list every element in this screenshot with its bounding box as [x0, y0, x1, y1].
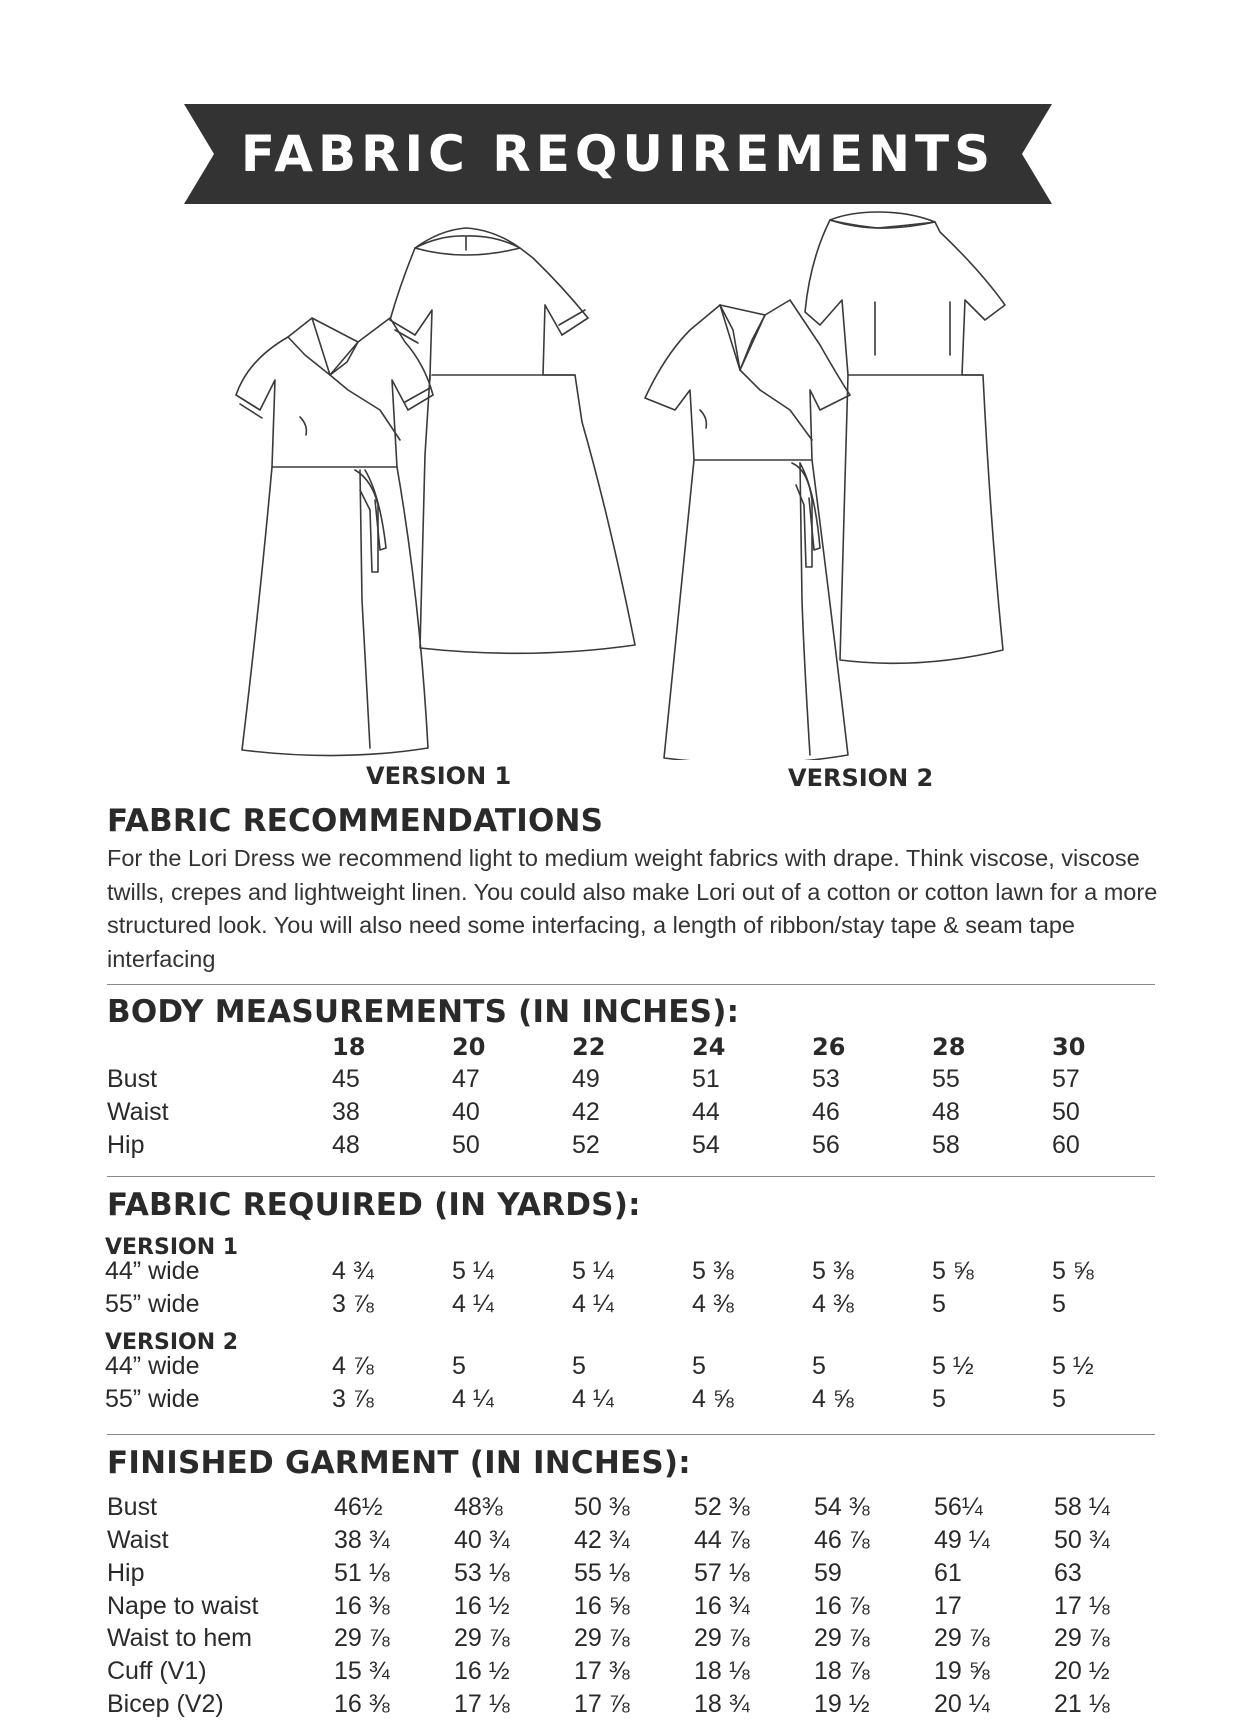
table-cell: 18 ¾: [694, 1690, 750, 1718]
row-label: Waist: [107, 1098, 169, 1126]
table-cell: 51 ⅛: [334, 1559, 390, 1587]
table-cell: 5: [932, 1385, 946, 1413]
table-cell: 63: [1054, 1559, 1082, 1587]
table-cell: 5: [572, 1352, 586, 1380]
finished-row-hip: [107, 1557, 1167, 1589]
dress-illustrations: [0, 200, 1252, 760]
finished-row-bicep: [107, 1688, 1167, 1720]
table-cell: 53 ⅛: [454, 1559, 510, 1587]
table-cell: 29 ⅞: [694, 1624, 750, 1652]
finished-row-cuff: [107, 1655, 1167, 1687]
fabric-recommendations-text: For the Lori Dress we recommend light to medium weight fabrics with drape. Think viscose, viscose twills, crepes and lightweight linen. You could also make Lori out of a cotton or cotton lawn for a more structured look. You will also need some interfacing, a length of ribbon/stay tape & seam tape interfacing: [107, 845, 1158, 972]
table-cell: 29 ⅞: [814, 1624, 870, 1652]
table-cell: 5: [452, 1352, 466, 1380]
table-cell: 3 ⅞: [332, 1290, 374, 1318]
table-cell: 52: [572, 1131, 600, 1159]
fabric-required-heading: FABRIC REQUIRED (IN YARDS):: [107, 1187, 641, 1223]
table-cell: 51: [692, 1065, 720, 1093]
table-cell: 17 ⅞: [574, 1690, 630, 1718]
table-cell: 5: [932, 1290, 946, 1318]
finished-garment-heading: FINISHED GARMENT (IN INCHES):: [107, 1445, 691, 1481]
table-cell: 3 ⅞: [332, 1385, 374, 1413]
table-cell: 48: [932, 1098, 960, 1126]
table-cell: 50 ⅜: [574, 1493, 630, 1521]
table-cell: 4 ⅞: [332, 1352, 374, 1380]
table-cell: 53: [812, 1065, 840, 1093]
row-label: 44” wide: [105, 1352, 200, 1380]
table-cell: 4 ⅝: [692, 1385, 734, 1413]
size-header: 24: [692, 1033, 726, 1061]
table-cell: 57: [1052, 1065, 1080, 1093]
table-cell: 29 ⅞: [454, 1624, 510, 1652]
table-cell: 50 ¾: [1054, 1526, 1110, 1554]
title-banner: [184, 104, 1052, 204]
row-label: Hip: [107, 1131, 145, 1159]
fabric-row-v1-44: [107, 1255, 1167, 1287]
table-cell: 20 ½: [1054, 1657, 1110, 1685]
table-cell: 5: [692, 1352, 706, 1380]
row-label: Waist to hem: [107, 1624, 252, 1652]
table-cell: 16 ½: [454, 1657, 510, 1685]
table-cell: 38: [332, 1098, 360, 1126]
table-cell: 5 ¼: [452, 1257, 494, 1285]
finished-row-nape-to-waist: [107, 1590, 1167, 1622]
version-2-subheading: VERSION 2: [105, 1330, 239, 1355]
size-header-row: [107, 1031, 1167, 1063]
size-header: 22: [572, 1033, 606, 1061]
version-1-label: VERSION 1: [366, 762, 512, 790]
row-label: Waist: [107, 1526, 169, 1554]
version-1-back-view-drawing: [390, 228, 635, 653]
table-cell: 5 ⅜: [692, 1257, 734, 1285]
row-label: 55” wide: [105, 1385, 200, 1413]
table-cell: 46: [812, 1098, 840, 1126]
table-cell: 48: [332, 1131, 360, 1159]
body-measurements-heading: BODY MEASUREMENTS (IN INCHES):: [107, 994, 740, 1030]
table-cell: 56¼: [934, 1493, 983, 1521]
table-cell: 16 ¾: [694, 1592, 750, 1620]
table-cell: 60: [1052, 1131, 1080, 1159]
table-cell: 4 ¼: [572, 1290, 614, 1318]
table-cell: 55 ⅛: [574, 1559, 630, 1587]
table-cell: 4 ¼: [452, 1290, 494, 1318]
table-cell: 4 ¼: [572, 1385, 614, 1413]
table-cell: 29 ⅞: [574, 1624, 630, 1652]
table-cell: 47: [452, 1065, 480, 1093]
version-1-front-view-drawing: [236, 318, 433, 756]
table-cell: 44: [692, 1098, 720, 1126]
table-cell: 52 ⅜: [694, 1493, 750, 1521]
row-label: Bust: [107, 1493, 158, 1521]
table-cell: 58 ¼: [1054, 1493, 1110, 1521]
table-cell: 29 ⅞: [934, 1624, 990, 1652]
table-cell: 19 ⅝: [934, 1657, 990, 1685]
table-cell: 4 ⅜: [812, 1290, 854, 1318]
fabric-row-v1-55: [107, 1288, 1167, 1320]
finished-row-bust: [107, 1491, 1167, 1523]
fabric-row-v2-44: [107, 1350, 1167, 1382]
body-row-waist: [107, 1096, 1167, 1128]
row-label: Nape to waist: [107, 1592, 259, 1620]
table-cell: 17 ⅛: [454, 1690, 510, 1718]
table-cell: 4 ⅜: [692, 1290, 734, 1318]
table-cell: 5: [1052, 1290, 1066, 1318]
table-cell: 16 ⅜: [334, 1690, 390, 1718]
table-cell: 17 ⅛: [1054, 1592, 1110, 1620]
table-cell: 18 ⅞: [814, 1657, 870, 1685]
body-row-bust: [107, 1063, 1167, 1095]
table-cell: 20 ¼: [934, 1690, 990, 1718]
table-cell: 45: [332, 1065, 360, 1093]
table-cell: 50: [1052, 1098, 1080, 1126]
table-cell: 16 ⅜: [334, 1592, 390, 1620]
fabric-row-v2-55: [107, 1383, 1167, 1415]
table-cell: 38 ¾: [334, 1526, 390, 1554]
table-cell: 58: [932, 1131, 960, 1159]
table-cell: 4 ¾: [332, 1257, 374, 1285]
divider: [107, 1434, 1155, 1435]
table-cell: 5 ⅝: [932, 1257, 974, 1285]
table-cell: 54: [692, 1131, 720, 1159]
version-2-label: VERSION 2: [788, 764, 934, 792]
table-cell: 29 ⅞: [1054, 1624, 1110, 1652]
table-cell: 42 ¾: [574, 1526, 630, 1554]
table-cell: 16 ½: [454, 1592, 510, 1620]
divider: [107, 1176, 1155, 1177]
table-cell: 48⅜: [454, 1493, 503, 1521]
table-cell: 29 ⅞: [334, 1624, 390, 1652]
table-cell: 49: [572, 1065, 600, 1093]
divider: [107, 984, 1155, 985]
table-cell: 19 ½: [814, 1690, 870, 1718]
finished-row-waist-to-hem: [107, 1622, 1167, 1654]
table-cell: 17: [934, 1592, 962, 1620]
row-label: 55” wide: [105, 1290, 200, 1318]
table-cell: 5: [812, 1352, 826, 1380]
table-cell: 44 ⅞: [694, 1526, 750, 1554]
fabric-recommendations-heading: FABRIC RECOMMENDATIONS: [107, 803, 604, 839]
version-2-back-view-drawing: [805, 212, 1005, 663]
table-cell: 16 ⅝: [574, 1592, 630, 1620]
table-cell: 57 ⅛: [694, 1559, 750, 1587]
table-cell: 16 ⅞: [814, 1592, 870, 1620]
table-cell: 61: [934, 1559, 962, 1587]
table-cell: 42: [572, 1098, 600, 1126]
row-label: 44” wide: [105, 1257, 200, 1285]
table-cell: 5 ½: [932, 1352, 974, 1380]
table-cell: 46½: [334, 1493, 383, 1521]
table-cell: 15 ¾: [334, 1657, 390, 1685]
version-2-front-view-drawing: [645, 300, 850, 760]
table-cell: 21 ⅛: [1054, 1690, 1110, 1718]
row-label: Hip: [107, 1559, 145, 1587]
table-cell: 5 ⅝: [1052, 1257, 1094, 1285]
size-header: 18: [332, 1033, 366, 1061]
table-cell: 56: [812, 1131, 840, 1159]
table-cell: 49 ¼: [934, 1526, 990, 1554]
table-cell: 46 ⅞: [814, 1526, 870, 1554]
table-cell: 4 ⅝: [812, 1385, 854, 1413]
table-cell: 17 ⅜: [574, 1657, 630, 1685]
page-title: FABRIC REQUIREMENTS: [240, 125, 996, 183]
table-cell: 18 ⅛: [694, 1657, 750, 1685]
table-cell: 5 ½: [1052, 1352, 1094, 1380]
finished-row-waist: [107, 1524, 1167, 1556]
table-cell: 40: [452, 1098, 480, 1126]
table-cell: 5: [1052, 1385, 1066, 1413]
size-header: 20: [452, 1033, 486, 1061]
row-label: Bust: [107, 1065, 158, 1093]
table-cell: 5 ¼: [572, 1257, 614, 1285]
table-cell: 59: [814, 1559, 842, 1587]
table-cell: 4 ¼: [452, 1385, 494, 1413]
row-label: Cuff (V1): [107, 1657, 207, 1685]
size-header: 30: [1052, 1033, 1086, 1061]
row-label: Bicep (V2): [107, 1690, 224, 1718]
size-header: 26: [812, 1033, 846, 1061]
size-header: 28: [932, 1033, 966, 1061]
table-cell: 54 ⅜: [814, 1493, 870, 1521]
table-cell: 55: [932, 1065, 960, 1093]
table-cell: 5 ⅜: [812, 1257, 854, 1285]
table-cell: 50: [452, 1131, 480, 1159]
version-1-subheading: VERSION 1: [105, 1235, 239, 1260]
table-cell: 40 ¾: [454, 1526, 510, 1554]
body-row-hip: [107, 1129, 1167, 1161]
